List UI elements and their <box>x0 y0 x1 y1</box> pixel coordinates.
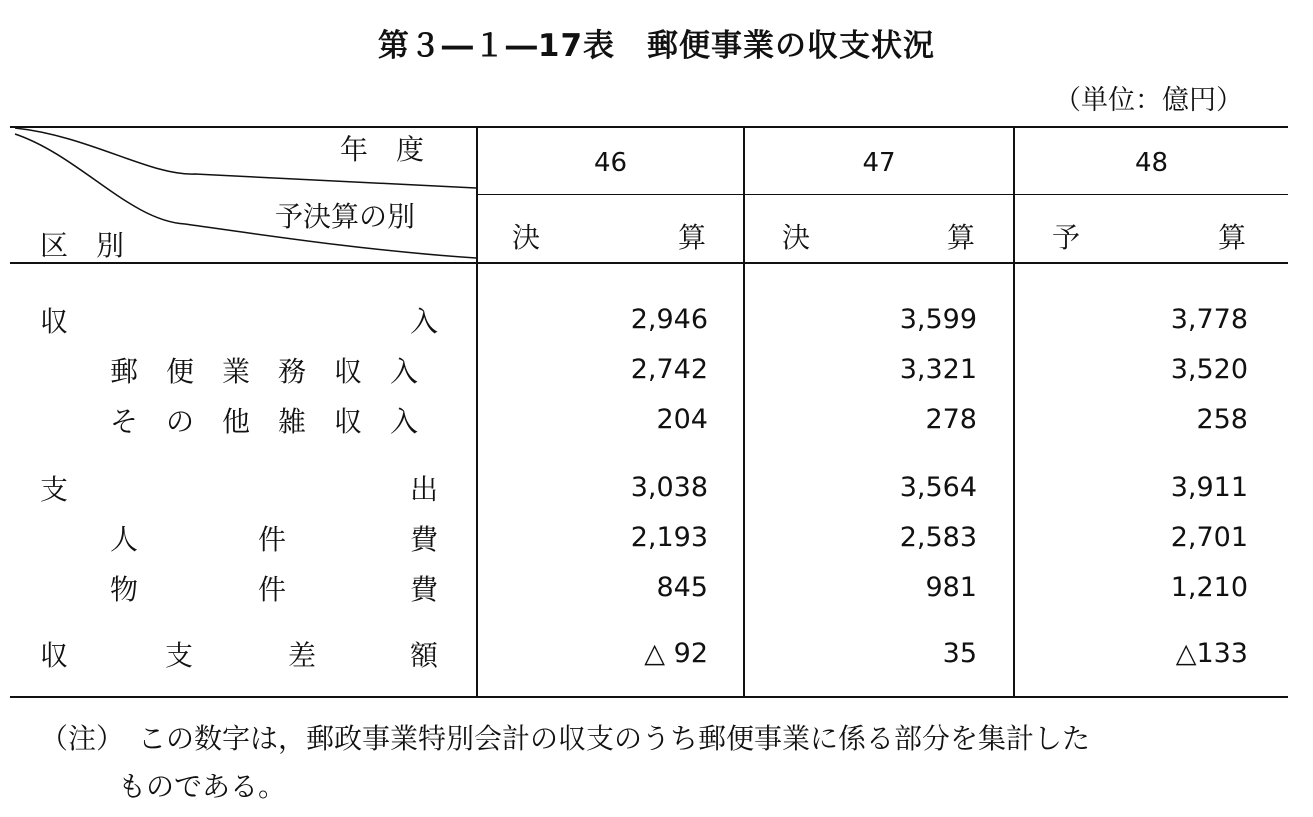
row-balance-label-2: 支 <box>165 639 194 672</box>
row-goods-label-mid: 件 <box>258 573 287 606</box>
type-46-left: 決 <box>512 221 541 254</box>
row-personnel-label-left: 人 <box>110 523 139 556</box>
row-goods-46: 845 <box>656 572 708 603</box>
row-personnel-47: 2,583 <box>899 522 977 553</box>
footnote-line-1: （注） この数字は，郵政事業特別会計の収支のうち郵便事業に係る部分を集計した <box>40 722 1091 755</box>
bottom-rule <box>10 696 1288 698</box>
row-personnel-label-mid: 件 <box>258 523 287 556</box>
row-personnel-46: 2,193 <box>630 522 708 553</box>
type-46-right: 算 <box>678 221 707 254</box>
row-postal-revenue-46: 2,742 <box>630 354 708 385</box>
row-balance-47: 35 <box>942 638 977 669</box>
row-misc-revenue-47: 278 <box>925 404 977 435</box>
footnote <box>40 715 1090 811</box>
row-balance-48: △133 <box>1175 638 1248 669</box>
row-postal-revenue-label: 郵 便 業 務 収 入 <box>110 355 419 388</box>
row-expense-label-right: 出 <box>410 473 439 506</box>
header-type-label: 予決算の別 <box>275 200 416 233</box>
row-balance-label-4: 額 <box>410 639 439 672</box>
row-goods-48: 1,210 <box>1170 572 1248 603</box>
row-balance-label-3: 差 <box>288 639 317 672</box>
row-expense-46: 3,038 <box>630 472 708 503</box>
header-category-label: 区 別 <box>40 229 125 262</box>
row-goods-label-left: 物 <box>110 573 139 606</box>
row-misc-revenue-label: そ の 他 雑 収 入 <box>110 405 419 438</box>
row-goods-label-right: 費 <box>410 573 439 606</box>
header-year-label: 年 度 <box>340 133 425 166</box>
table-title: 第３―１―17表 郵便事業の収支状況 <box>377 28 936 64</box>
col-divider-2 <box>743 126 745 697</box>
year-47: 47 <box>862 148 896 178</box>
row-misc-revenue-46: 204 <box>656 404 708 435</box>
row-goods-47: 981 <box>925 572 977 603</box>
row-revenue-47: 3,599 <box>899 304 977 335</box>
row-misc-revenue-48: 258 <box>1196 404 1248 435</box>
row-revenue-48: 3,778 <box>1170 304 1248 335</box>
row-postal-revenue-48: 3,520 <box>1170 354 1248 385</box>
year-46: 46 <box>593 148 628 178</box>
row-personnel-48: 2,701 <box>1170 522 1248 553</box>
header-year-rule <box>477 194 1288 195</box>
row-revenue-46: 2,946 <box>630 304 708 335</box>
col-divider-3 <box>1013 126 1015 697</box>
year-48: 48 <box>1134 148 1169 178</box>
row-personnel-label-right: 費 <box>410 523 439 556</box>
row-revenue-label-right: 入 <box>410 305 439 338</box>
row-balance-label-1: 収 <box>40 639 69 672</box>
row-revenue-label-left: 収 <box>40 305 69 338</box>
type-48-right: 算 <box>1218 221 1247 254</box>
row-balance-46: △ 92 <box>644 638 708 669</box>
row-expense-label-left: 支 <box>40 473 69 506</box>
row-expense-48: 3,911 <box>1170 472 1248 503</box>
type-48-left: 予 <box>1052 221 1081 254</box>
row-expense-47: 3,564 <box>899 472 977 503</box>
footnote-line-2: ものである。 <box>118 770 287 803</box>
type-47-left: 決 <box>782 221 811 254</box>
row-postal-revenue-47: 3,321 <box>899 354 977 385</box>
type-47-right: 算 <box>947 221 976 254</box>
unit-label: （単位：億円） <box>1054 85 1243 116</box>
